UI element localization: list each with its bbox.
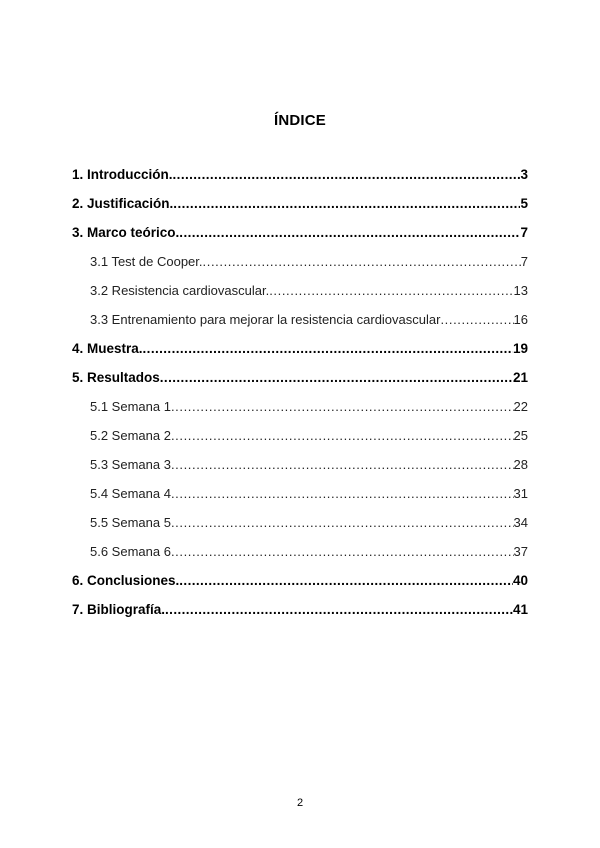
toc-leader-dots — [171, 450, 514, 479]
toc-leader-dots — [440, 305, 513, 334]
toc-entry-semana-1[interactable] — [72, 392, 528, 421]
toc-leader-dots — [171, 392, 514, 421]
toc-page-number: 7 — [520, 254, 528, 269]
toc-page-number: 41 — [512, 602, 528, 617]
toc-page-number: 25 — [513, 428, 528, 443]
toc-leader-dots — [160, 363, 513, 392]
toc-leader-dots — [179, 566, 513, 595]
toc-page-number: 28 — [513, 457, 528, 472]
toc-leader-dots — [171, 508, 514, 537]
toc-entry-bibliografia[interactable] — [72, 595, 528, 624]
toc-leader-dots — [165, 595, 513, 624]
toc-page-number: 37 — [513, 544, 528, 559]
page-title: ÍNDICE — [273, 112, 327, 129]
toc-entry-introduccion[interactable] — [72, 160, 528, 189]
toc-page-number: 31 — [513, 486, 528, 501]
toc-entry-label: 3.3 Entrenamiento para mejorar la resistencia cardiovascular — [90, 312, 441, 327]
page-number: 2 — [296, 797, 304, 809]
toc-entry-label: 5. Resultados — [72, 370, 160, 385]
toc-entry-label: 2. Justificación. — [72, 196, 174, 211]
toc-page-number: 7 — [520, 225, 528, 240]
toc-entry-resistencia-cardiovascular[interactable] — [72, 276, 528, 305]
toc-entry-label: 5.6 Semana 6 — [90, 544, 171, 559]
toc-entry-semana-3[interactable] — [72, 450, 528, 479]
toc-entry-semana-6[interactable] — [72, 537, 528, 566]
toc-entry-label: 3. Marco teórico. — [72, 225, 180, 240]
toc-entry-label: 7. Bibliografía. — [72, 602, 166, 617]
toc-entry-label: 5.1 Semana 1 — [90, 399, 171, 414]
toc-leader-dots — [171, 479, 514, 508]
toc-entry-justificacion[interactable] — [72, 189, 528, 218]
toc-leader-dots — [171, 537, 514, 566]
toc-page-number: 21 — [512, 370, 528, 385]
toc-entry-label: 5.4 Semana 4 — [90, 486, 171, 501]
toc-entry-test-de-cooper[interactable] — [72, 247, 528, 276]
toc-entry-semana-5[interactable] — [72, 508, 528, 537]
toc-entry-label: 5.5 Semana 5 — [90, 515, 171, 530]
toc-entry-label: 5.2 Semana 2 — [90, 428, 171, 443]
toc-entry-label: 3.1 Test de Cooper. — [90, 254, 203, 269]
toc-entry-entrenamiento[interactable] — [72, 305, 528, 334]
toc-page-number: 5 — [520, 196, 528, 211]
toc-leader-dots — [143, 334, 513, 363]
toc-page-number: 40 — [512, 573, 528, 588]
toc-leader-dots — [173, 189, 520, 218]
toc-entry-label: 6. Conclusiones. — [72, 573, 180, 588]
toc-entry-conclusiones[interactable] — [72, 566, 528, 595]
toc-leader-dots — [203, 247, 521, 276]
toc-leader-dots — [173, 160, 521, 189]
toc-entry-semana-4[interactable] — [72, 479, 528, 508]
toc-page-number: 3 — [520, 167, 528, 182]
toc-page-number: 19 — [512, 341, 528, 356]
toc-leader-dots — [179, 218, 520, 247]
toc-entry-label: 4. Muestra. — [72, 341, 143, 356]
table-of-contents — [72, 160, 528, 624]
toc-page-number: 34 — [513, 515, 528, 530]
toc-entry-label: 1. Introducción. — [72, 167, 173, 182]
toc-page-number: 22 — [513, 399, 528, 414]
toc-entry-muestra[interactable] — [72, 334, 528, 363]
toc-entry-label: 5.3 Semana 3 — [90, 457, 171, 472]
toc-leader-dots — [269, 276, 513, 305]
toc-entry-semana-2[interactable] — [72, 421, 528, 450]
toc-entry-marco-teorico[interactable] — [72, 218, 528, 247]
toc-page-number: 13 — [513, 283, 528, 298]
toc-leader-dots — [171, 421, 514, 450]
toc-entry-resultados[interactable] — [72, 363, 528, 392]
toc-page-number: 16 — [513, 312, 528, 327]
toc-entry-label: 3.2 Resistencia cardiovascular. — [90, 283, 270, 298]
